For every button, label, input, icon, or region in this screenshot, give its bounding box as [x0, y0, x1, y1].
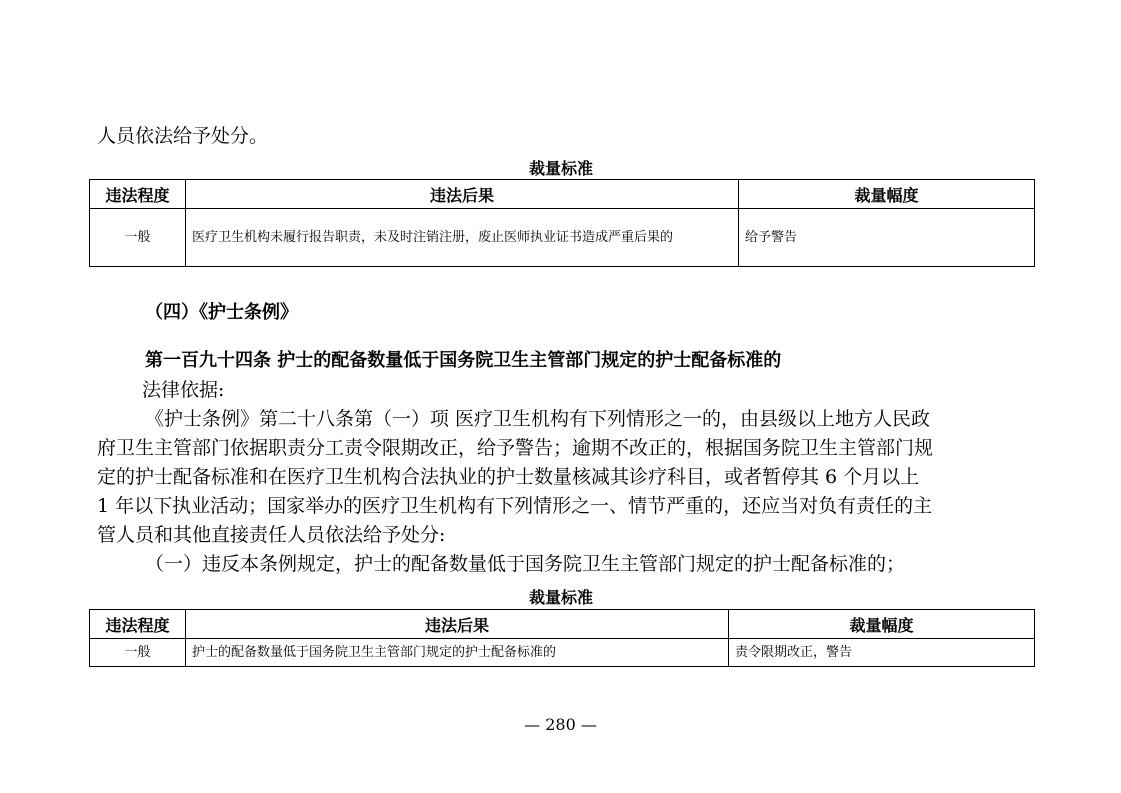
table2-header-consequence: 违法后果 [186, 610, 729, 639]
table-row [90, 209, 1035, 267]
table2 [89, 609, 1035, 667]
legal-line-6: （一）违反本条例规定，护士的配备数量低于国务院卫生主管部门规定的护士配备标准的； [145, 553, 906, 575]
legal-line-5: 管人员和其他直接责任人员依法给予处分: [97, 524, 446, 546]
legal-line-1: 《护士条例》第二十八条第（一）项 医疗卫生机构有下列情形之一的，由县级以上地方人民政 [145, 408, 931, 430]
table2-header-degree: 违法程度 [90, 610, 186, 639]
table1-cell-range: 给予警告 [739, 209, 1035, 267]
table2-cell-range: 责令限期改正，警告 [729, 639, 1035, 667]
table-row [90, 639, 1035, 667]
table2-header-range: 裁量幅度 [729, 610, 1035, 639]
article-title: 第一百九十四条 护士的配备数量低于国务院卫生主管部门规定的护士配备标准的 [145, 350, 782, 371]
table2-caption: 裁量标准 [528, 588, 593, 607]
continued-text: 人员依法给予处分。 [97, 125, 269, 147]
table1-header-consequence: 违法后果 [186, 180, 739, 209]
table2-cell-consequence: 护士的配备数量低于国务院卫生主管部门规定的护士配备标准的 [186, 639, 729, 667]
legal-line-4: 1 年以下执业活动；国家举办的医疗卫生机构有下列情形之一、情节严重的，还应当对负有责任的主 [97, 495, 933, 517]
table2-cell-degree: 一般 [90, 639, 186, 667]
table1-header-row [90, 180, 1035, 209]
table1-header-range: 裁量幅度 [739, 180, 1035, 209]
section-heading: （四）《护士条例》 [145, 302, 298, 323]
table1 [89, 179, 1035, 267]
page-number: — 280 — [524, 715, 597, 734]
legal-line-2: 府卫生主管部门依据职责分工责令限期改正，给予警告；逾期不改正的，根据国务院卫生主管部门规 [97, 437, 934, 459]
table1-cell-degree: 一般 [90, 209, 186, 267]
table1-caption: 裁量标准 [528, 159, 593, 178]
table2-header-row [90, 610, 1035, 639]
table1-cell-consequence: 医疗卫生机构未履行报告职责，未及时注销注册，废止医师执业证书造成严重后果的 [186, 209, 739, 267]
legal-line-3: 定的护士配备标准和在医疗卫生机构合法执业的护士数量核减其诊疗科目，或者暂停其 6 个月以上 [97, 466, 920, 488]
table1-header-degree: 违法程度 [90, 180, 186, 209]
legal-basis-label: 法律依据: [142, 379, 225, 401]
